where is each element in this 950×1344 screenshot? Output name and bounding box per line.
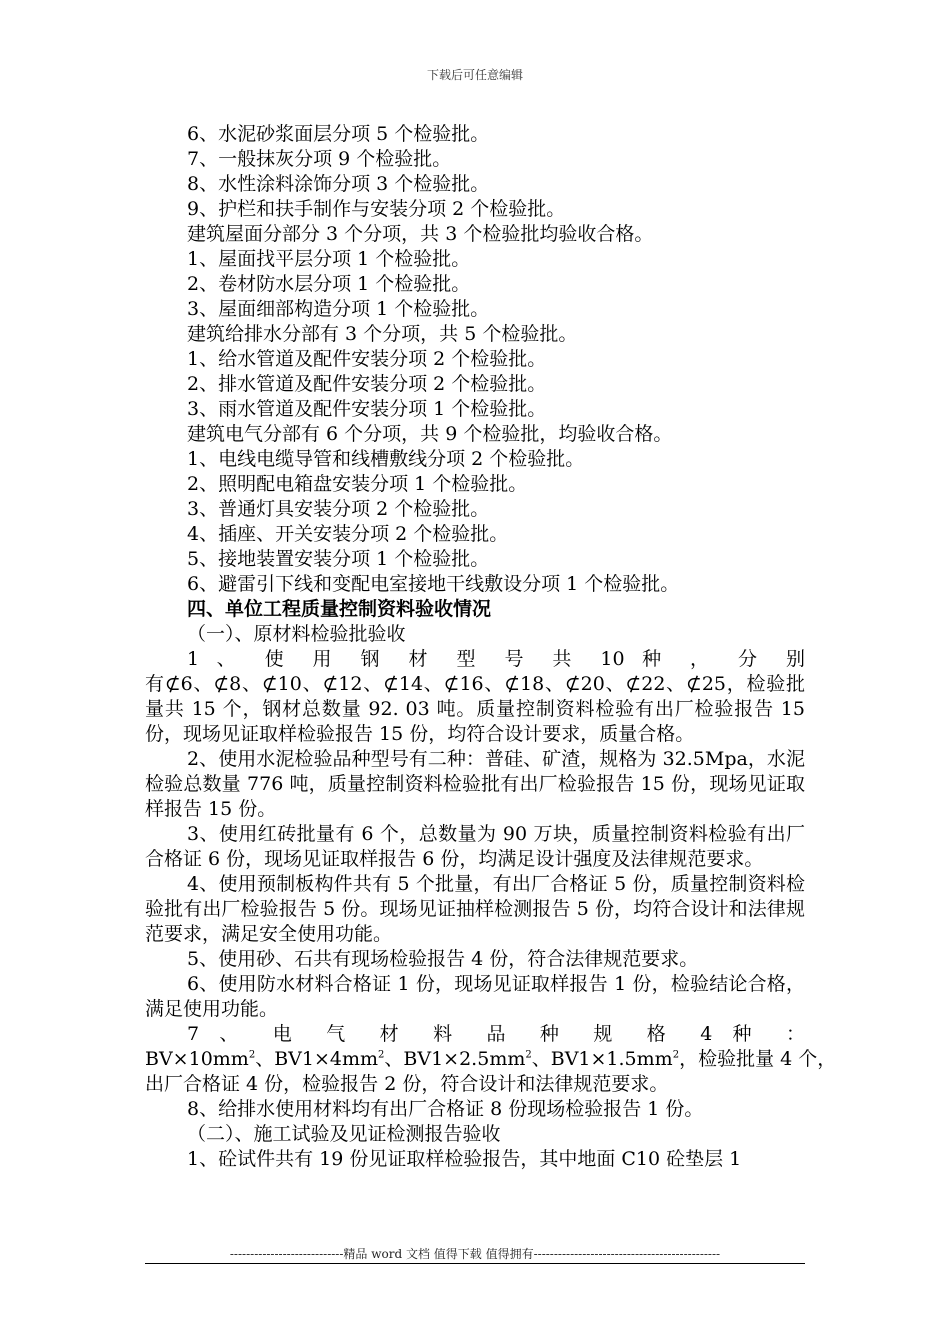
list-item: 4、插座、开关安装分项 2 个检验批。 [187, 523, 509, 545]
paragraph-line: 出厂合格证 4 份，检验报告 2 份，符合设计和法律规范要求。 [145, 1073, 669, 1095]
list-item: 1、屋面找平层分项 1 个检验批。 [187, 248, 471, 270]
paragraph: 1、砼试件共有 19 份见证取样检验报告，其中地面 C10 砼垫层 1 [187, 1148, 742, 1170]
list-item: 9、护栏和扶手制作与安装分项 2 个检验批。 [187, 198, 566, 220]
subsection-summary: 建筑给排水分部有 3 个分项，共 5 个检验批。 [187, 323, 578, 345]
subsection-summary: 建筑屋面分部分 3 个分项，共 3 个检验批均验收合格。 [187, 223, 654, 245]
superscript: 2 [378, 1049, 385, 1061]
footer-divider [145, 1263, 805, 1264]
subsection-summary: 建筑电气分部有 6 个分项，共 9 个检验批，均验收合格。 [187, 423, 673, 445]
paragraph: 有⊄6、⊄8、⊄10、⊄12、⊄14、⊄16、⊄18、⊄20、⊄22、⊄25，检验批量共 15 个，钢材总数量 92. 03 吨。质量控制资料检验有出厂检验报告 15 份，现场见证取样检验报告 15 份，均符合设计要求，质量合格。 [145, 673, 805, 745]
cable-spec: 、BV1×4mm [255, 1048, 379, 1070]
section-heading: 四、单位工程质量控制资料验收情况 [187, 598, 492, 620]
list-item: 2、照明配电箱盘安装分项 1 个检验批。 [187, 473, 528, 495]
subsection-heading: （二）、施工试验及见证检测报告验收 [187, 1123, 501, 1145]
paragraph: 4、使用预制板构件共有 5 个批量，有出厂合格证 5 份，质量控制资料检验批有出厂检验报告 5 份。现场见证抽样检测报告 5 份，均符合设计和法律规范要求，满足安全使用功能。 [145, 873, 805, 945]
paragraph: 2、使用水泥检验品种型号有二种：普硅、矿渣，规格为 32.5Mpa，水泥检验总数量 776 吨，质量控制资料检验批有出厂检验报告 15 份，现场见证取样报告 15 份。 [145, 748, 805, 820]
paragraph-first-line: 1 、 使 用 钢 材 型 号 共 10 种 ， 分 别 [187, 648, 805, 670]
paragraph: 8、给排水使用材料均有出厂合格证 8 份现场检验报告 1 份。 [187, 1098, 704, 1120]
list-item: 6、避雷引下线和变配电室接地干线敷设分项 1 个检验批。 [187, 573, 680, 595]
cable-spec: 、BV1×2.5mm [384, 1048, 526, 1070]
list-item: 1、给水管道及配件安装分项 2 个检验批。 [187, 348, 547, 370]
document-body [145, 122, 837, 1172]
cable-spec: BV×10mm [145, 1048, 249, 1070]
superscript: 2 [248, 1049, 256, 1061]
list-item: 3、普通灯具安装分项 2 个检验批。 [187, 498, 490, 520]
paragraph: 5、使用砂、石共有现场检验报告 4 份，符合法律规范要求。 [187, 948, 699, 970]
list-item: 7、一般抹灰分项 9 个检验批。 [187, 148, 452, 170]
paragraph: 6、使用防水材料合格证 1 份，现场见证取样报告 1 份，检验结论合格，满足使用功能。 [145, 973, 805, 1020]
paragraph-first-line: 7 、 电 气 材 料 品 种 规 格 4 种 ： [187, 1023, 805, 1045]
superscript: 2 [525, 1049, 532, 1061]
list-item: 2、排水管道及配件安装分项 2 个检验批。 [187, 373, 547, 395]
paragraph: 3、使用红砖批量有 6 个，总数量为 90 万块，质量控制资料检验有出厂合格证 6 份，现场见证取样报告 6 份，均满足设计强度及法律规范要求。 [145, 823, 805, 870]
list-item: 2、卷材防水层分项 1 个检验批。 [187, 273, 471, 295]
page-header-note: 下载后可任意编辑 [426, 68, 523, 82]
superscript: 2 [672, 1049, 680, 1061]
paragraph-line [145, 1047, 837, 1072]
list-item: 8、水性涂料涂饰分项 3 个检验批。 [187, 173, 490, 195]
subsection-heading: （一）、原材料检验批验收 [187, 623, 406, 645]
list-item: 5、接地装置安装分项 1 个检验批。 [187, 548, 490, 570]
cable-spec: 、BV1×1.5mm [531, 1048, 673, 1070]
list-item: 6、水泥砂浆面层分项 5 个检验批。 [187, 123, 490, 145]
list-item: 3、屋面细部构造分项 1 个检验批。 [187, 298, 490, 320]
page-footer-note: ----------------------------精品 word 文档 值得下载 值得拥有---------------------------------------------- [229, 1247, 721, 1261]
paragraph-text: ，检验批量 4 个， [679, 1048, 837, 1070]
list-item: 3、雨水管道及配件安装分项 1 个检验批。 [187, 398, 547, 420]
list-item: 1、电线电缆导管和线槽敷线分项 2 个检验批。 [187, 448, 585, 470]
